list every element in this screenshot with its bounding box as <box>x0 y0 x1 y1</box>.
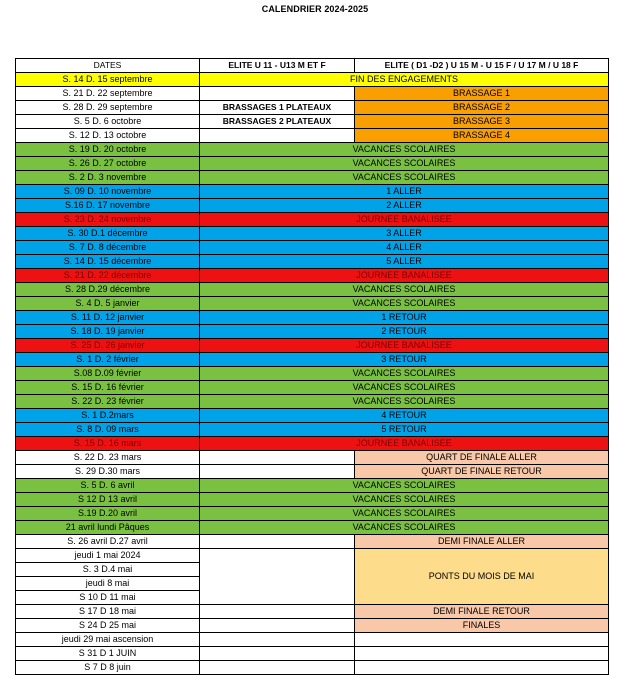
date-cell: S 31 D 1 JUIN <box>16 647 200 661</box>
event-cell: VACANCES SCOLAIRES <box>200 395 609 409</box>
calendar-row <box>16 605 609 619</box>
event-cell: VACANCES SCOLAIRES <box>200 283 609 297</box>
event-cell: VACANCES SCOLAIRES <box>200 157 609 171</box>
date-cell: S. 2 D. 3 novembre <box>16 171 200 185</box>
calendar-row <box>16 297 609 311</box>
event-cell: JOURNEE BANALISEE <box>200 437 609 451</box>
calendar-row <box>16 255 609 269</box>
page-title: CALENDRIER 2024-2025 <box>261 4 369 14</box>
calendar-row <box>16 423 609 437</box>
calendar-row <box>16 549 609 563</box>
event-cell: 3 RETOUR <box>200 353 609 367</box>
event-cell: QUART DE FINALE ALLER <box>355 451 609 465</box>
date-cell: S. 21 D. 22 septembre <box>16 87 200 101</box>
calendar-row <box>16 325 609 339</box>
date-cell: S. 14 D. 15 septembre <box>16 73 200 87</box>
event-cell: 3 ALLER <box>200 227 609 241</box>
event-cell: 5 ALLER <box>200 255 609 269</box>
event-cell: JOURNEE BANALISEE <box>200 269 609 283</box>
calendar-row <box>16 115 609 129</box>
elite-cell <box>200 535 355 549</box>
calendar-row <box>16 437 609 451</box>
event-cell: JOURNEE BANALISEE <box>200 213 609 227</box>
date-cell: jeudi 8 mai <box>16 577 200 591</box>
other-cell <box>355 661 609 675</box>
calendar-row <box>16 185 609 199</box>
elite-cell: BRASSAGES 2 PLATEAUX <box>200 115 355 129</box>
elite-cell <box>200 619 355 633</box>
event-cell: DEMI FINALE RETOUR <box>355 605 609 619</box>
calendar-row <box>16 311 609 325</box>
date-cell: S 7 D 8 juin <box>16 661 200 675</box>
header-other: ELITE ( D1 -D2 ) U 15 M - U 15 F / U 17 M / U 18 F <box>355 59 609 73</box>
calendar-row <box>16 451 609 465</box>
date-cell: S. 12 D. 13 octobre <box>16 129 200 143</box>
elite-cell <box>200 465 355 479</box>
calendar-row <box>16 171 609 185</box>
event-cell: 2 RETOUR <box>200 325 609 339</box>
calendar-row <box>16 409 609 423</box>
calendar-row <box>16 619 609 633</box>
calendar-row <box>16 241 609 255</box>
event-cell: 2 ALLER <box>200 199 609 213</box>
date-cell: S. 21 D. 22 décembre <box>16 269 200 283</box>
event-cell: VACANCES SCOLAIRES <box>200 521 609 535</box>
date-cell: S. 09 D. 10 novembre <box>16 185 200 199</box>
date-cell: S. 5 D. 6 octobre <box>16 115 200 129</box>
date-cell: S. 23 D. 24 novembre <box>16 213 200 227</box>
calendar-row <box>16 129 609 143</box>
event-cell: FIN DES ENGAGEMENTS <box>200 73 609 87</box>
calendar-row <box>16 143 609 157</box>
date-cell: S. 22 D. 23 février <box>16 395 200 409</box>
calendar-row <box>16 633 609 647</box>
event-cell: VACANCES SCOLAIRES <box>200 367 609 381</box>
header-dates: DATES <box>16 59 200 73</box>
event-cell: VACANCES SCOLAIRES <box>200 479 609 493</box>
elite-cell <box>200 647 355 661</box>
calendar-row <box>16 465 609 479</box>
other-cell <box>355 633 609 647</box>
date-cell: S. 3 D.4 mai <box>16 563 200 577</box>
header-row <box>16 59 609 73</box>
event-cell: FINALES <box>355 619 609 633</box>
other-cell: BRASSAGE 4 <box>355 129 609 143</box>
event-cell: VACANCES SCOLAIRES <box>200 143 609 157</box>
calendar-row <box>16 647 609 661</box>
calendar-row <box>16 395 609 409</box>
calendar-row <box>16 479 609 493</box>
calendar-row <box>16 283 609 297</box>
date-cell: S.16 D. 17 novembre <box>16 199 200 213</box>
elite-cell <box>200 549 355 605</box>
date-cell: S 10 D 11 mai <box>16 591 200 605</box>
event-cell: VACANCES SCOLAIRES <box>200 493 609 507</box>
date-cell: 21 avril lundi Pâques <box>16 521 200 535</box>
date-cell: S 24 D 25 mai <box>16 619 200 633</box>
date-cell: S. 4 D. 5 janvier <box>16 297 200 311</box>
other-cell: BRASSAGE 2 <box>355 101 609 115</box>
date-cell: S. 22 D. 23 mars <box>16 451 200 465</box>
date-cell: S 12 D 13 avril <box>16 493 200 507</box>
event-cell: 4 RETOUR <box>200 409 609 423</box>
date-cell: jeudi 29 mai ascension <box>16 633 200 647</box>
calendar-row <box>16 367 609 381</box>
calendar-row <box>16 87 609 101</box>
date-cell: S. 15 D. 16 mars <box>16 437 200 451</box>
date-cell: S. 18 D. 19 janvier <box>16 325 200 339</box>
date-cell: S. 7 D. 8 décembre <box>16 241 200 255</box>
date-cell: S. 26 D. 27 octobre <box>16 157 200 171</box>
header-elite: ELITE U 11 - U13 M ET F <box>200 59 355 73</box>
elite-cell <box>200 451 355 465</box>
date-cell: S. 30 D.1 décembre <box>16 227 200 241</box>
event-cell: QUART DE FINALE RETOUR <box>355 465 609 479</box>
date-cell: S. 19 D. 20 octobre <box>16 143 200 157</box>
event-cell: VACANCES SCOLAIRES <box>200 381 609 395</box>
date-cell: S. 1 D.2mars <box>16 409 200 423</box>
event-cell: PONTS DU MOIS DE MAI <box>355 549 609 605</box>
event-cell: VACANCES SCOLAIRES <box>200 507 609 521</box>
other-cell <box>355 647 609 661</box>
date-cell: S. 26 avril D.27 avril <box>16 535 200 549</box>
calendar-row <box>16 101 609 115</box>
calendar-row <box>16 381 609 395</box>
elite-cell <box>200 661 355 675</box>
elite-cell <box>200 87 355 101</box>
calendar-row <box>16 269 609 283</box>
date-cell: S. 5 D. 6 avril <box>16 479 200 493</box>
calendar-row <box>16 157 609 171</box>
calendar-row <box>16 353 609 367</box>
event-cell: DEMI FINALE ALLER <box>355 535 609 549</box>
date-cell: S. 15 D. 16 février <box>16 381 200 395</box>
calendar-row <box>16 73 609 87</box>
elite-cell <box>200 605 355 619</box>
calendar-row <box>16 521 609 535</box>
calendar-row <box>16 661 609 675</box>
calendar-row <box>16 507 609 521</box>
other-cell: BRASSAGE 3 <box>355 115 609 129</box>
other-cell: BRASSAGE 1 <box>355 87 609 101</box>
date-cell: S. 29 D.30 mars <box>16 465 200 479</box>
event-cell: JOURNEE BANALISEE <box>200 339 609 353</box>
elite-cell <box>200 633 355 647</box>
event-cell: VACANCES SCOLAIRES <box>200 171 609 185</box>
date-cell: S. 28 D.29 décembre <box>16 283 200 297</box>
calendar-table <box>15 58 609 675</box>
event-cell: VACANCES SCOLAIRES <box>200 297 609 311</box>
elite-cell: BRASSAGES 1 PLATEAUX <box>200 101 355 115</box>
calendar-row <box>16 199 609 213</box>
event-cell: 5 RETOUR <box>200 423 609 437</box>
calendar-row <box>16 535 609 549</box>
date-cell: S.19 D.20 avril <box>16 507 200 521</box>
calendar-row <box>16 213 609 227</box>
event-cell: 1 ALLER <box>200 185 609 199</box>
date-cell: S. 14 D. 15 décembre <box>16 255 200 269</box>
date-cell: S. 11 D. 12 janvier <box>16 311 200 325</box>
date-cell: jeudi 1 mai 2024 <box>16 549 200 563</box>
date-cell: S 17 D 18 mai <box>16 605 200 619</box>
calendar-row <box>16 493 609 507</box>
elite-cell <box>200 129 355 143</box>
event-cell: 4 ALLER <box>200 241 609 255</box>
date-cell: S. 1 D. 2 février <box>16 353 200 367</box>
date-cell: S. 28 D. 29 septembre <box>16 101 200 115</box>
date-cell: S.08 D.09 février <box>16 367 200 381</box>
calendar-row <box>16 227 609 241</box>
event-cell: 1 RETOUR <box>200 311 609 325</box>
calendar-row <box>16 339 609 353</box>
date-cell: S. 25 D. 26 janvier <box>16 339 200 353</box>
date-cell: S. 8 D. 09 mars <box>16 423 200 437</box>
calendar-body <box>16 59 609 675</box>
